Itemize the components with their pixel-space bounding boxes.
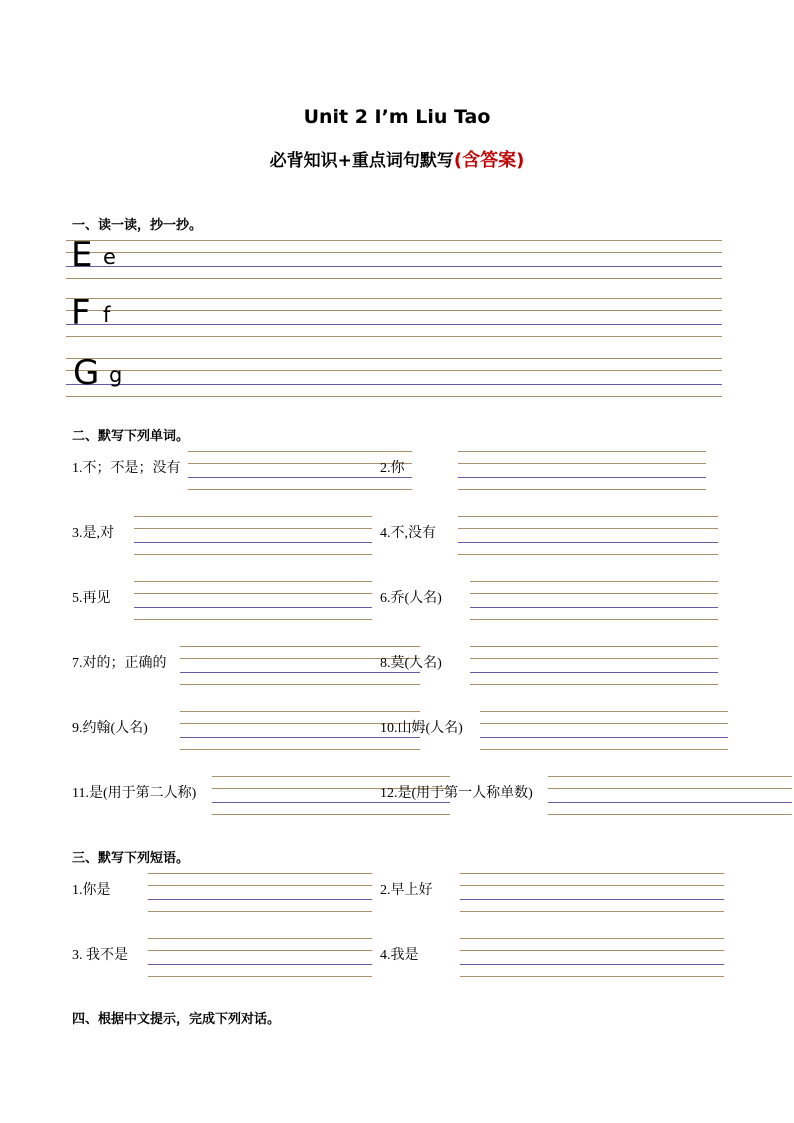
section-2-heading: 二、默写下列单词。 — [72, 429, 190, 444]
word-grid-1[interactable] — [188, 451, 412, 491]
word-item-8: 8.莫(人名) — [380, 656, 442, 671]
word-grid-4[interactable] — [458, 516, 718, 556]
letter-grid-e — [66, 235, 722, 280]
word-grid-6[interactable] — [470, 581, 718, 621]
letter-upper-g: G — [73, 353, 100, 393]
phrase-item-3: 3. 我不是 — [72, 948, 128, 963]
worksheet-subtitle — [0, 146, 794, 172]
letter-lower-g: g — [109, 363, 123, 387]
letter-upper-e: E — [71, 235, 93, 275]
word-item-10: 10.山姆(人名) — [380, 721, 463, 736]
word-grid-8[interactable] — [470, 646, 718, 686]
letter-grid-f — [66, 293, 722, 338]
word-grid-2[interactable] — [458, 451, 706, 491]
word-grid-10[interactable] — [480, 711, 728, 751]
section-4-heading: 四、根据中文提示，完成下列对话。 — [72, 1012, 281, 1027]
letter-upper-f: F — [71, 293, 91, 333]
section-1-heading: 一、读一读，抄一抄。 — [72, 218, 203, 233]
phrase-item-1: 1.你是 — [72, 883, 111, 898]
word-item-11: 11.是(用于第二人称) — [72, 786, 197, 801]
word-item-4: 4.不,没有 — [380, 526, 436, 541]
word-grid-5[interactable] — [134, 581, 372, 621]
word-grid-12[interactable] — [548, 776, 792, 816]
word-item-7: 7.对的；正确的 — [72, 656, 167, 671]
phrase-grid-3[interactable] — [148, 938, 372, 978]
worksheet-title: Unit 2 I’m Liu Tao — [303, 106, 491, 128]
word-item-12: 12.是(用于第一人称单数) — [380, 786, 533, 801]
subtitle-main: 必背知识+重点词句默写 — [269, 151, 454, 171]
section-3-heading: 三、默写下列短语。 — [72, 851, 190, 866]
word-item-6: 6.乔(人名) — [380, 591, 442, 606]
letter-lower-f: f — [103, 303, 111, 327]
letter-lower-e: e — [103, 245, 116, 269]
word-item-2: 2.你 — [380, 461, 405, 476]
word-item-1: 1.不；不是；没有 — [72, 461, 181, 476]
phrase-grid-4[interactable] — [460, 938, 724, 978]
word-item-3: 3.是,对 — [72, 526, 114, 541]
phrase-grid-2[interactable] — [460, 873, 724, 913]
phrase-item-2: 2.早上好 — [380, 883, 433, 898]
word-item-9: 9.约翰(人名) — [72, 721, 148, 736]
subtitle-answer-note: (含答案) — [453, 150, 525, 171]
letter-grid-g — [66, 353, 722, 398]
phrase-item-4: 4.我是 — [380, 948, 419, 963]
phrase-grid-1[interactable] — [148, 873, 372, 913]
word-grid-3[interactable] — [134, 516, 372, 556]
word-item-5: 5.再见 — [72, 591, 111, 606]
